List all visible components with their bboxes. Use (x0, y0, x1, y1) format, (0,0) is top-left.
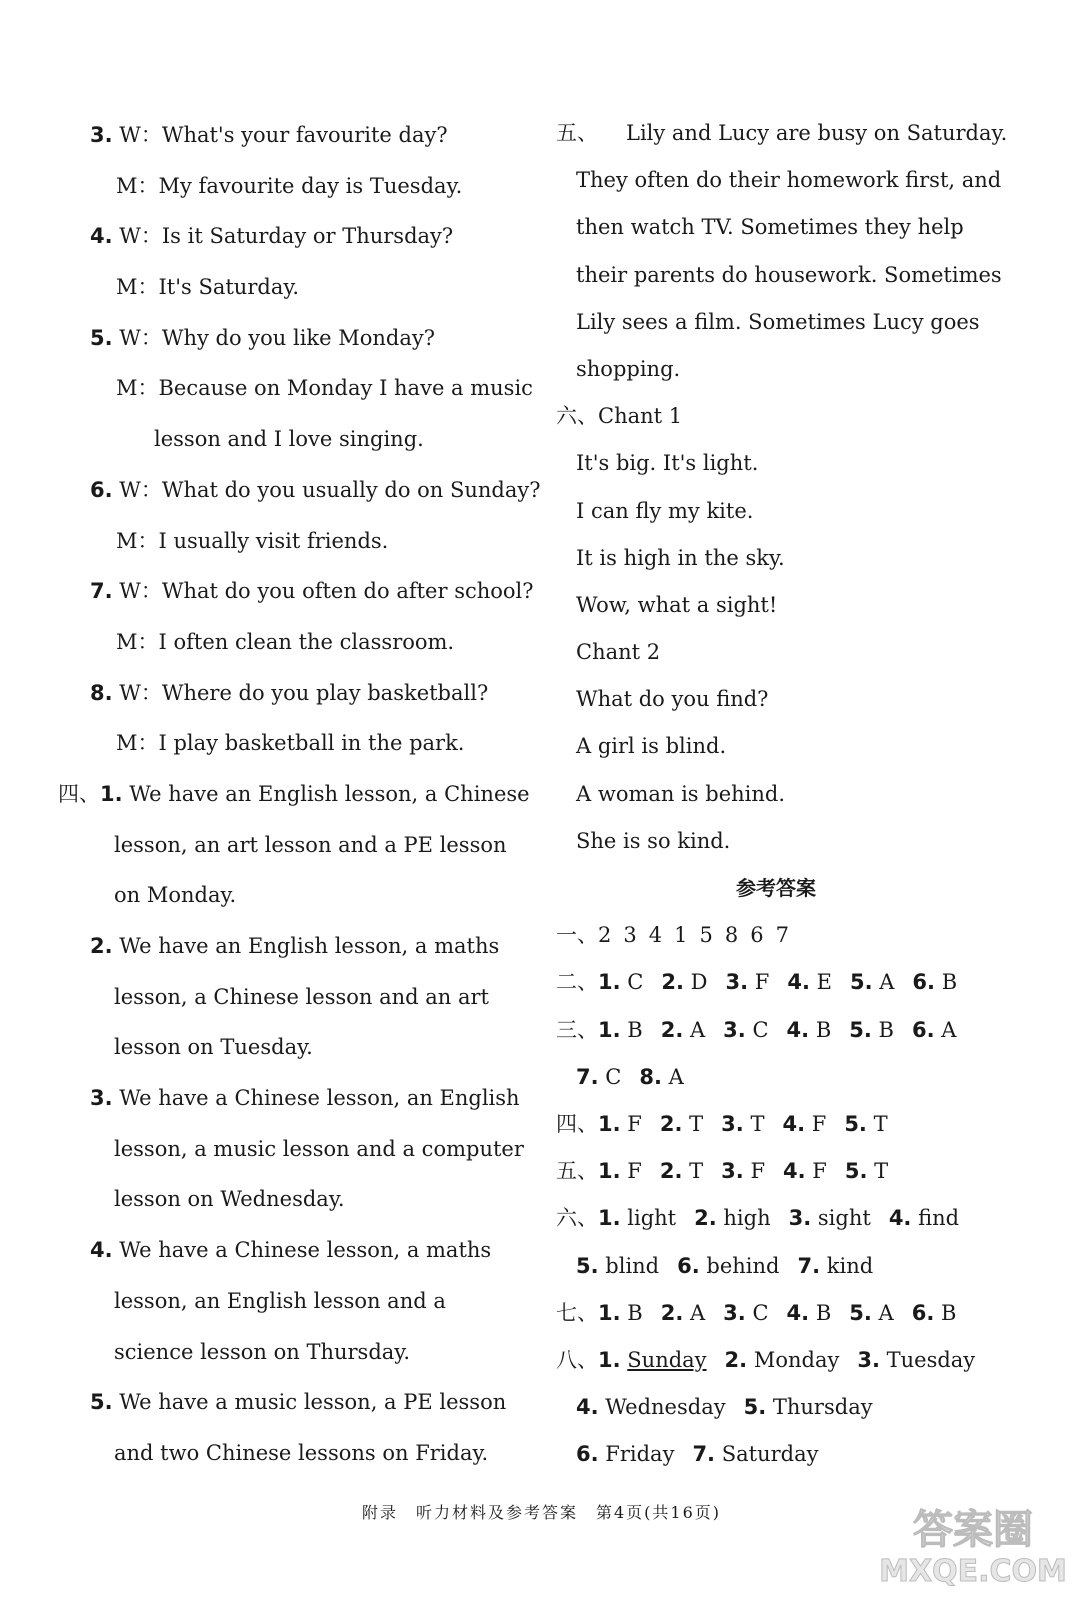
text-line (58, 161, 508, 212)
item-number: 5. (844, 1111, 867, 1136)
answer-value: B (878, 1017, 894, 1042)
page-footer: 附录 听力材料及参考答案 第4页(共16页) (361, 1503, 722, 1522)
answer-row (556, 1290, 996, 1337)
text-line (58, 1225, 508, 1276)
item-number: 2. (90, 934, 113, 958)
answer-item (725, 970, 769, 994)
answer-item (598, 923, 611, 947)
item-number: 1. (598, 1017, 621, 1042)
answer-value: A (690, 1017, 706, 1042)
item-number: 6. (677, 1253, 700, 1278)
line-text: W：What do you often do after school? (119, 579, 534, 604)
text-line (58, 1174, 508, 1225)
line-text: We have a Chinese lesson, an English (119, 1086, 520, 1111)
text-line (556, 676, 996, 723)
text-line (556, 299, 996, 346)
item-number: 1. (598, 1111, 621, 1136)
answer-item (694, 1206, 771, 1230)
text-line (556, 771, 996, 818)
text-line (556, 818, 996, 865)
line-text: then watch TV. Sometimes they help (576, 215, 964, 240)
section-marker: 一、 (556, 923, 598, 948)
item-number: 8. (639, 1064, 662, 1089)
answer-value: 7 (775, 923, 789, 948)
text-line (58, 1124, 524, 1175)
text-line (556, 252, 1002, 299)
line-text: We have an English lesson, a maths (119, 934, 500, 958)
section-marker: 四、 (556, 1111, 598, 1136)
section-marker: 二、 (556, 970, 598, 995)
item-number: 6. (90, 477, 113, 502)
right-column (556, 110, 1008, 1478)
line-text: W：Why do you like Monday? (119, 325, 435, 350)
answer-value: A (879, 970, 895, 995)
item-number: 2. (660, 1017, 684, 1042)
text-line (58, 262, 508, 313)
answer-item (598, 1206, 676, 1230)
line-text: lesson, a Chinese lesson and an art (114, 984, 489, 1009)
line-text: M：I usually visit friends. (116, 528, 389, 553)
line-text: Wow, what a sight! (576, 592, 778, 617)
line-text: Chant 1 (598, 404, 683, 429)
answer-item (649, 923, 662, 947)
answer-value: A (690, 1300, 706, 1325)
answer-value: Wednesday (605, 1395, 726, 1420)
answer-value: F (627, 1159, 642, 1184)
section-marker: 八、 (556, 1347, 598, 1372)
line-text: It is high in the sky. (576, 545, 785, 570)
answer-item (857, 1348, 975, 1372)
answer-value: T (750, 1111, 765, 1136)
answer-item (721, 1112, 764, 1136)
answer-item (661, 970, 707, 994)
item-number: 5. (576, 1253, 599, 1278)
section-marker: 六、 (556, 1206, 598, 1231)
answer-item (598, 1159, 642, 1183)
answer-value: Friday (605, 1442, 675, 1467)
answer-item (787, 970, 832, 994)
answer-item (623, 923, 636, 947)
line-text: lesson, an art lesson and a PE lesson (114, 832, 507, 857)
text-line (556, 393, 996, 440)
item-number: 5. (90, 1390, 113, 1415)
line-text: lesson, a music lesson and a computer (114, 1136, 524, 1161)
answer-item (783, 1159, 827, 1183)
line-text: A woman is behind. (576, 781, 786, 806)
answer-item (776, 923, 789, 947)
answer-item (660, 1112, 703, 1136)
answer-value: E (816, 970, 832, 995)
answer-value: sight (817, 1206, 871, 1231)
answer-value: D (690, 970, 708, 995)
answer-value: 1 (674, 923, 688, 948)
text-line (58, 870, 508, 921)
item-number: 2. (659, 1111, 683, 1136)
answer-value: T (873, 1111, 888, 1136)
answer-value: C (752, 1300, 769, 1325)
item-number: 4. (786, 1300, 810, 1325)
line-text: M：Because on Monday I have a music (116, 376, 533, 401)
answer-value: B (627, 1017, 643, 1042)
text-line (58, 211, 508, 262)
text-line (58, 820, 508, 871)
answer-value: F (812, 1159, 827, 1184)
item-number: 7. (692, 1442, 716, 1467)
answer-value: B (815, 1017, 832, 1042)
item-number: 5. (844, 1159, 868, 1184)
answer-item (660, 1159, 703, 1183)
left-column (58, 110, 541, 1479)
line-text: W：What's your favourite day? (119, 123, 448, 147)
item-number: 4. (787, 970, 810, 995)
answer-value: T (689, 1111, 704, 1136)
item-number: 4. (782, 1111, 806, 1136)
answer-row (556, 912, 996, 959)
line-text: What do you find? (576, 687, 769, 712)
line-text: We have a music lesson, a PE lesson (119, 1390, 507, 1415)
text-line (58, 313, 508, 364)
answer-value: 4 (648, 923, 663, 948)
item-number: 5. (849, 1017, 872, 1042)
line-text: M：It's Saturday. (116, 275, 300, 300)
item-number: 6. (576, 1442, 599, 1467)
answer-value: find (918, 1206, 960, 1231)
line-text: We have an English lesson, a Chinese (129, 781, 530, 806)
item-number: 3. (725, 970, 749, 995)
line-text: We have a Chinese lesson, a maths (119, 1238, 492, 1263)
text-line (556, 629, 996, 676)
answer-item (787, 1018, 832, 1042)
answer-row (556, 1148, 996, 1195)
answer-row (556, 1384, 996, 1431)
line-text: I can fly my kite. (576, 498, 754, 523)
line-text: lesson on Wednesday. (114, 1187, 345, 1212)
answer-row (556, 1007, 996, 1054)
answer-value: Tuesday (886, 1347, 976, 1372)
section-marker: 五、 (556, 121, 598, 145)
answer-row (556, 1054, 996, 1101)
answer-item (692, 1442, 818, 1466)
answer-item (598, 1112, 642, 1136)
answers-heading: 参考答案 (736, 876, 816, 900)
item-number: 5. (743, 1395, 767, 1420)
watermark-logo (878, 1495, 1068, 1590)
answer-item (725, 923, 738, 947)
section-marker: 七、 (556, 1300, 598, 1325)
answer-value: Thursday (772, 1395, 873, 1420)
text-line (58, 1327, 508, 1378)
answer-item (912, 970, 957, 994)
text-line (58, 1377, 508, 1428)
answer-value: 8 (724, 923, 739, 948)
line-text: science lesson on Thursday. (114, 1339, 411, 1364)
line-text: W：Is it Saturday or Thursday? (119, 224, 454, 249)
line-text: M：I play basketball in the park. (116, 731, 465, 756)
text-line (58, 516, 508, 567)
answer-item (598, 1301, 643, 1325)
line-text: Lily sees a film. Sometimes Lucy goes (576, 309, 980, 334)
line-text: their parents do housework. Sometimes (576, 262, 1002, 287)
text-line (58, 110, 508, 161)
answer-row (556, 1431, 996, 1478)
answer-item (598, 1018, 643, 1042)
answer-item (850, 970, 894, 994)
answer-item (576, 1442, 674, 1466)
text-line (58, 566, 534, 617)
item-number: 1. (598, 1159, 621, 1184)
answer-item (576, 1395, 726, 1419)
answer-item (912, 1018, 956, 1042)
answer-value: kind (826, 1253, 874, 1278)
line-text: lesson on Tuesday. (114, 1035, 313, 1060)
answer-item (782, 1112, 826, 1136)
text-line (58, 769, 530, 820)
item-number: 1. (100, 781, 123, 806)
line-text: Lily and Lucy are busy on Saturday. (626, 121, 1008, 145)
item-number: 5. (90, 325, 113, 350)
answer-item (598, 970, 643, 994)
answer-item (661, 1301, 705, 1325)
item-number: 1. (598, 1300, 621, 1325)
line-text: M：My favourite day is Tuesday. (116, 173, 463, 198)
answer-item (725, 1348, 840, 1372)
text-line (58, 921, 508, 972)
section-marker: 三、 (556, 1017, 598, 1042)
answer-value: B (627, 1300, 643, 1325)
line-text: W：Where do you play basketball? (119, 680, 489, 705)
answer-value: B (815, 1300, 832, 1325)
text-line (58, 972, 508, 1023)
answer-value: 6 (750, 923, 764, 948)
line-text: on Monday. (114, 883, 237, 908)
item-number: 3. (90, 123, 113, 147)
text-line (58, 414, 508, 465)
answer-value: behind (706, 1253, 780, 1278)
answer-value: T (689, 1159, 704, 1184)
text-line (556, 204, 996, 251)
item-number: 4. (783, 1159, 806, 1184)
answer-item (576, 1254, 659, 1278)
answer-item (674, 923, 687, 947)
item-number: 5. (849, 970, 873, 995)
item-number: 2. (661, 970, 684, 995)
line-text: It's big. It's light. (576, 451, 759, 476)
item-number: 4. (576, 1395, 599, 1420)
answer-value: F (754, 970, 770, 995)
answer-value: C (605, 1064, 622, 1089)
item-number: 3. (721, 1111, 744, 1136)
answer-row (556, 1243, 996, 1290)
line-text: lesson and I love singing. (154, 427, 424, 452)
item-number: 2. (724, 1347, 748, 1372)
answer-item (789, 1206, 871, 1230)
answer-value: F (627, 1111, 642, 1136)
item-number: 3. (857, 1347, 880, 1372)
answer-item (845, 1159, 888, 1183)
item-number: 4. (90, 1238, 113, 1263)
line-text: Chant 2 (576, 640, 661, 665)
answer-item (849, 1301, 893, 1325)
item-number: 2. (659, 1159, 683, 1184)
answer-item (723, 1301, 768, 1325)
item-number: 1. (598, 1206, 621, 1231)
text-line (58, 617, 508, 668)
section-marker: 五、 (556, 1159, 598, 1184)
item-number: 3. (723, 1300, 746, 1325)
item-number: 8. (90, 680, 113, 705)
answer-item (661, 1018, 705, 1042)
watermark-logo-graphic (878, 1495, 1068, 1590)
section-marker: 六、 (556, 404, 598, 429)
line-text: shopping. (576, 356, 681, 381)
text-line (556, 157, 1002, 204)
answer-value: F (811, 1111, 827, 1136)
item-number: 3. (723, 1017, 746, 1042)
text-line (556, 723, 996, 770)
answer-item (798, 1254, 874, 1278)
item-number: 3. (90, 1086, 113, 1111)
item-number: 5. (849, 1300, 872, 1325)
line-text: lesson, an English lesson and a (114, 1288, 446, 1313)
answer-value: A (878, 1300, 894, 1325)
answer-row (556, 959, 996, 1006)
item-number: 6. (911, 1300, 935, 1325)
item-number: 2. (694, 1206, 717, 1231)
answer-item (912, 1301, 957, 1325)
answer-item (576, 1065, 621, 1089)
answer-item (844, 1112, 887, 1136)
item-number: 6. (911, 1017, 935, 1042)
watermark-text: 答案圈 (913, 1507, 1033, 1553)
answer-row (556, 1195, 996, 1242)
answer-value: B (941, 970, 958, 995)
text-line (58, 1276, 508, 1327)
text-line (58, 718, 508, 769)
line-text: She is so kind. (576, 828, 731, 853)
line-text: W：What do you usually do on Sunday? (119, 477, 541, 502)
answer-value: Sunday (627, 1347, 707, 1372)
answer-value: 2 (598, 923, 612, 948)
answer-value: A (668, 1064, 684, 1089)
line-text: They often do their homework first, and (576, 168, 1002, 193)
answer-value: blind (605, 1253, 660, 1278)
answer-item (639, 1065, 683, 1089)
item-number: 4. (90, 224, 113, 249)
answer-item (677, 1254, 779, 1278)
answer-item (787, 1301, 832, 1325)
text-line (58, 1428, 508, 1479)
answer-value: 3 (623, 923, 637, 948)
text-line (556, 440, 996, 487)
answer-row (556, 1337, 996, 1384)
text-line (58, 465, 541, 516)
answer-item (889, 1206, 959, 1230)
text-line (556, 346, 996, 393)
line-text: A girl is blind. (576, 734, 727, 759)
item-number: 7. (90, 579, 113, 604)
answer-value: high (723, 1206, 771, 1231)
answer-value: C (752, 1017, 769, 1042)
text-line (58, 1022, 508, 1073)
line-text: and two Chinese lessons on Friday. (114, 1440, 489, 1465)
answer-value: Monday (753, 1347, 840, 1372)
text-line (58, 363, 533, 414)
item-number: 1. (598, 1347, 621, 1372)
answer-value: A (941, 1017, 957, 1042)
answer-item (700, 923, 713, 947)
answer-item (750, 923, 763, 947)
section-marker: 四、 (58, 781, 100, 806)
text-line (556, 582, 996, 629)
item-number: 6. (912, 970, 936, 995)
answer-row (556, 1101, 996, 1148)
item-number: 1. (598, 970, 621, 995)
answer-value: Saturday (721, 1442, 819, 1467)
item-number: 2. (660, 1300, 684, 1325)
watermark-url: MXQE.COM (879, 1554, 1067, 1589)
text-line (556, 535, 996, 582)
item-number: 4. (888, 1206, 912, 1231)
answer-value: light (627, 1206, 677, 1231)
line-text: M：I often clean the classroom. (116, 629, 455, 654)
item-number: 3. (721, 1159, 744, 1184)
text-line (556, 488, 996, 535)
item-number: 4. (786, 1017, 810, 1042)
item-number: 3. (788, 1206, 812, 1231)
answer-item (598, 1348, 707, 1372)
answer-item (849, 1018, 894, 1042)
text-line (58, 1073, 520, 1124)
answer-value: F (750, 1159, 766, 1184)
item-number: 7. (576, 1064, 599, 1089)
answer-item (721, 1159, 765, 1183)
answer-item (744, 1395, 873, 1419)
answer-value: 5 (699, 923, 713, 948)
item-number: 7. (797, 1253, 821, 1278)
answer-value: B (940, 1300, 957, 1325)
text-line (58, 668, 508, 719)
text-line (556, 110, 1008, 157)
answer-item (723, 1018, 768, 1042)
answer-value: T (874, 1159, 889, 1184)
answer-value: C (627, 970, 644, 995)
